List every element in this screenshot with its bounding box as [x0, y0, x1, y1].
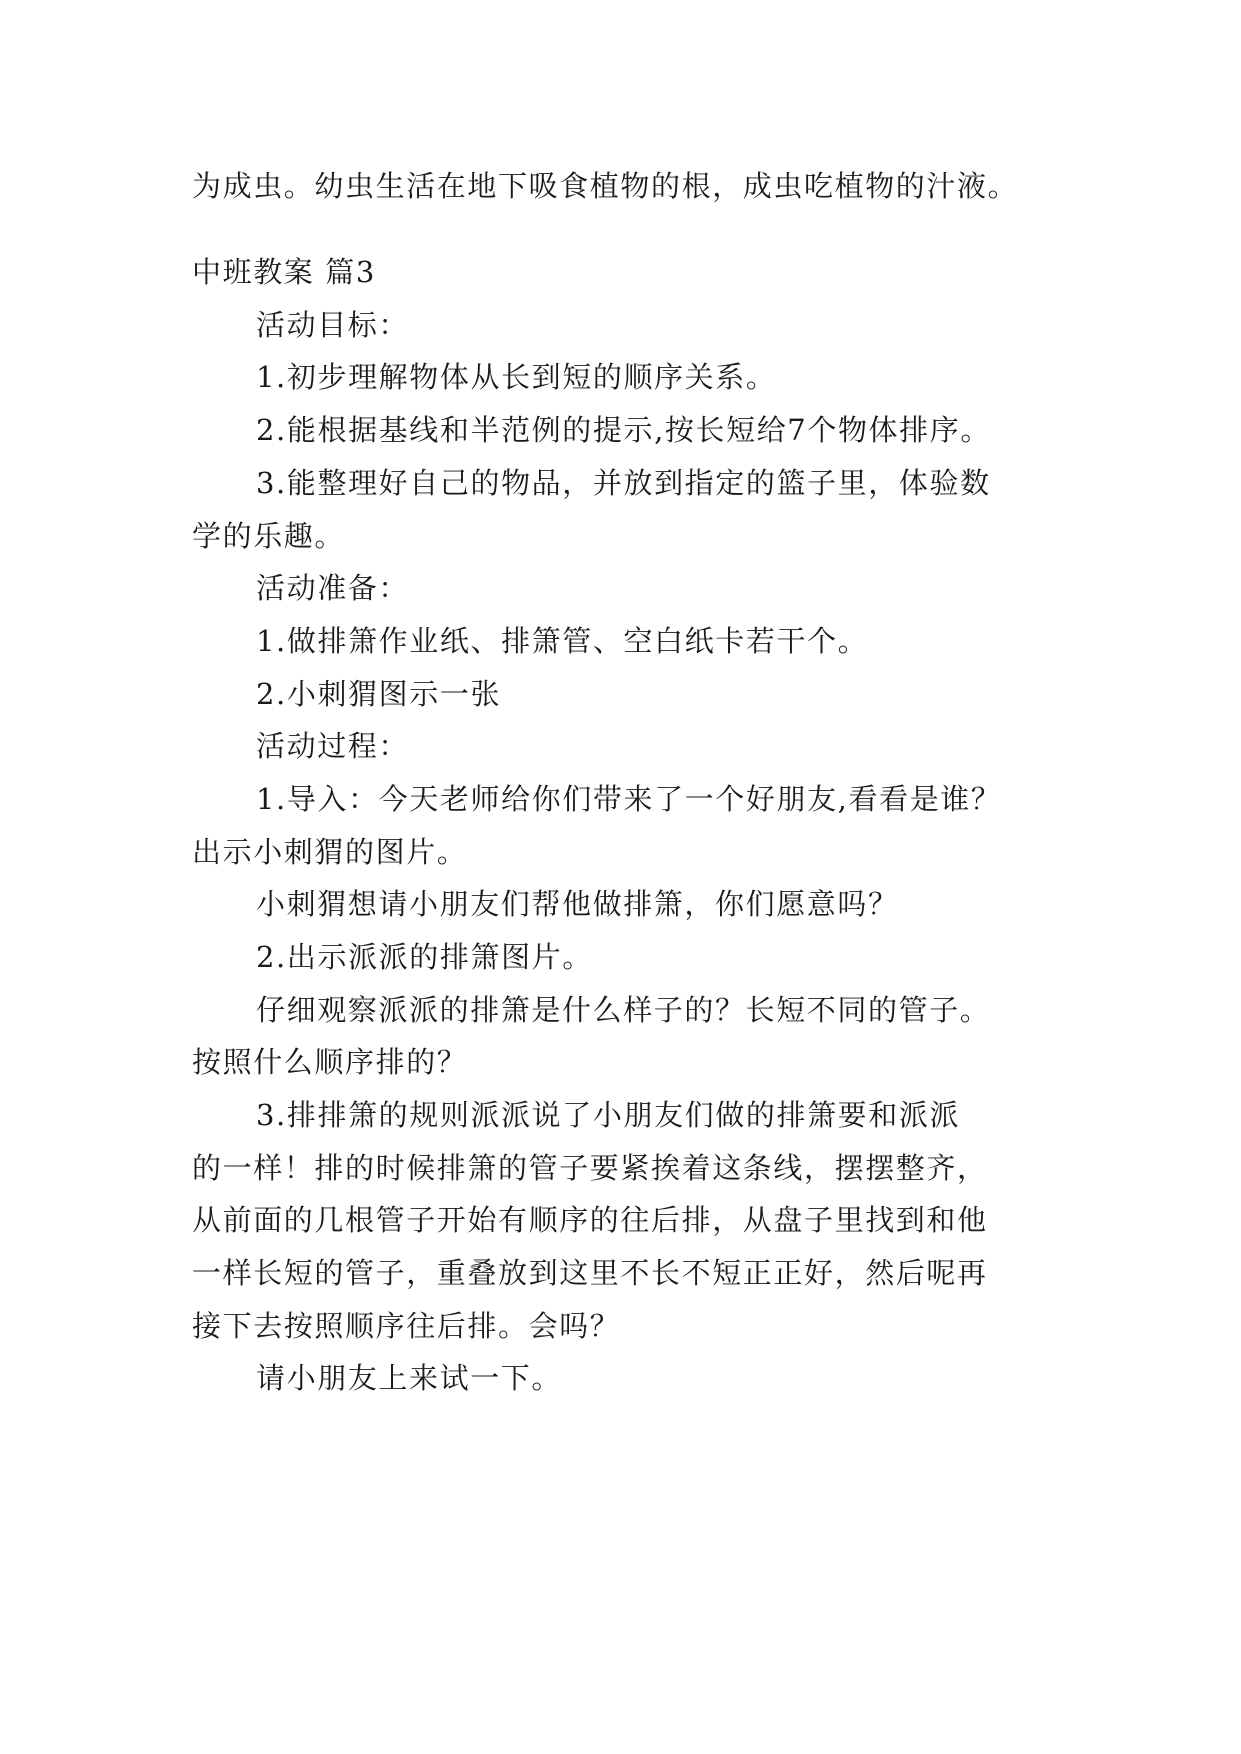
goal-item: 1.初步理解物体从长到短的顺序关系。 [256, 360, 777, 394]
subheading-activity-preparation: 活动准备： [256, 571, 410, 605]
process-paragraph-continuation: 出示小刺猬的图片。 [192, 835, 468, 869]
subheading-activity-process: 活动过程： [256, 729, 410, 763]
process-paragraph-continuation: 从前面的几根管子开始有顺序的往后排，从盘子里找到和他 [192, 1203, 988, 1237]
process-paragraph: 3.排排箫的规则派派说了小朋友们做的排箫要和派派 [256, 1098, 961, 1132]
process-paragraph-continuation: 一样长短的管子，重叠放到这里不长不短正正好，然后呢再 [192, 1256, 988, 1290]
preparation-item: 2.小刺猬图示一张 [256, 677, 502, 711]
paragraph-line: 为成虫。幼虫生活在地下吸食植物的根，成虫吃植物的汁液。 [192, 169, 1019, 203]
process-paragraph-continuation: 接下去按照顺序往后排。会吗？ [192, 1309, 621, 1343]
process-paragraph: 请小朋友上来试一下。 [256, 1361, 563, 1395]
process-paragraph: 小刺猬想请小朋友们帮他做排箫，你们愿意吗？ [256, 887, 899, 921]
process-paragraph-continuation: 按照什么顺序排的？ [192, 1045, 468, 1079]
goal-item: 3.能整理好自己的物品，并放到指定的篮子里，体验数 [256, 466, 991, 500]
goal-item: 2.能根据基线和半范例的提示,按长短给7个物体排序。 [256, 413, 991, 447]
process-paragraph: 1.导入：今天老师给你们带来了一个好朋友,看看是谁？ [256, 782, 1002, 816]
process-paragraph: 仔细观察派派的排箫是什么样子的？长短不同的管子。 [256, 993, 991, 1027]
preparation-item: 1.做排箫作业纸、排箫管、空白纸卡若干个。 [256, 624, 869, 658]
goal-item-continuation: 学的乐趣。 [192, 519, 346, 553]
section-heading: 中班教案 篇3 [192, 255, 376, 289]
process-paragraph-continuation: 的一样！排的时候排箫的管子要紧挨着这条线，摆摆整齐， [192, 1151, 988, 1185]
subheading-activity-goals: 活动目标： [256, 308, 410, 342]
process-paragraph: 2.出示派派的排箫图片。 [256, 940, 593, 974]
